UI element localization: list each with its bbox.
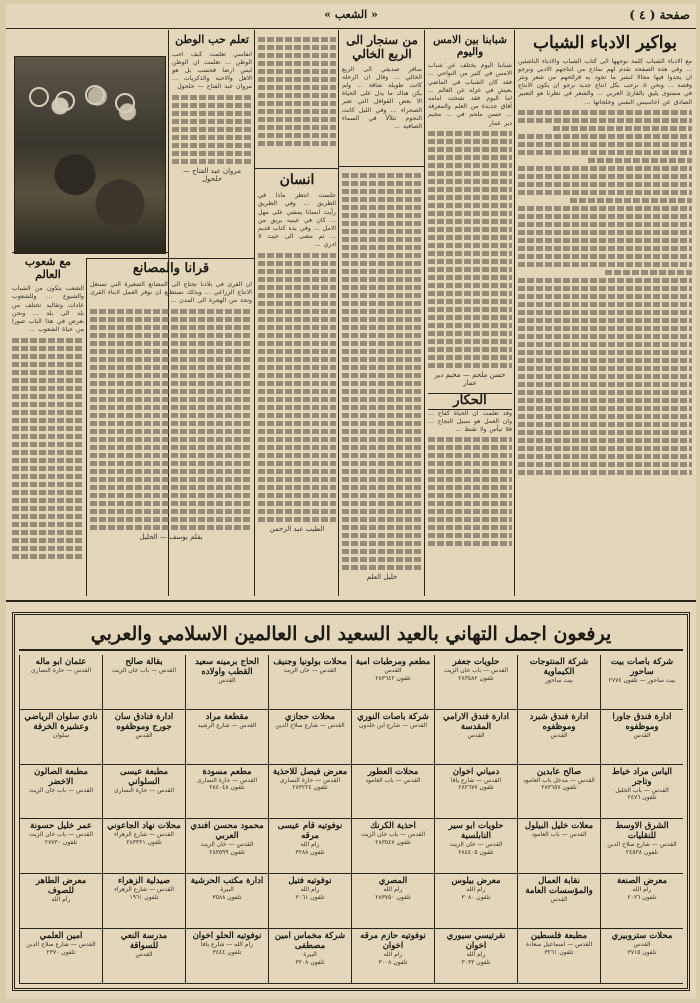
ad-name: معلات خليل البيلول	[524, 821, 594, 832]
ad-box	[268, 929, 351, 984]
ad-name: الحاج برمينه سعيد القطب واولاده	[195, 657, 259, 677]
ad-box	[351, 874, 434, 929]
ad-detail: القدس — باب العامود	[365, 776, 421, 784]
ad-name: المصري	[378, 876, 408, 887]
author-byline: حسن ملحم — مخيم دير عمار	[434, 370, 506, 387]
ad-detail: رام الله	[300, 886, 320, 894]
ad-box	[517, 819, 600, 874]
author-byline: بقلم يوسف — الخليل	[139, 532, 203, 541]
ad-detail: القدس — باب الخليل	[615, 786, 669, 794]
ad-detail: القدس — شارع صلاح الدين	[275, 721, 345, 729]
ad-box	[600, 819, 683, 874]
ad-box	[434, 819, 517, 874]
ad-detail: رام الله	[383, 951, 403, 959]
ad-detail: القدس — حارة النصارى	[113, 786, 175, 794]
article-youth	[518, 34, 692, 594]
cyclists-photo	[14, 56, 166, 254]
ad-phone: تلفون ٣٢٠٨	[295, 958, 325, 966]
ad-box	[185, 874, 268, 929]
ad-box	[268, 655, 351, 710]
article-rub-khali-side	[258, 34, 336, 164]
ad-box	[434, 765, 517, 820]
headline-love-homeland: تعلم حب الوطن	[175, 34, 249, 46]
ad-name: معرض بيلوس	[451, 876, 501, 887]
newspaper-page	[6, 4, 696, 999]
ad-box	[434, 655, 517, 710]
ad-detail: القدس	[135, 951, 153, 959]
article-body: جلست انتظر ماذا في الطريق ... وفي الطريق رأيت انسانا يمشي على مهل ... كان في عينيه بريق من الامل ... وفي يده كتاب قديم ... ثم مضى الى حيث لا ادري ...	[258, 192, 336, 249]
ad-box	[268, 765, 351, 820]
ad-box	[19, 710, 102, 765]
ad-detail: القدس — شارع ابن خلدون	[358, 721, 428, 729]
ad-phone: تلفون ٢٨٣٧٥٠	[375, 893, 411, 901]
ad-box	[600, 765, 683, 820]
ad-name: ادارة فندق الارامي المقدسة	[443, 711, 509, 732]
ad-phone: تلفون ٣٥٨٨	[212, 893, 242, 901]
ad-detail: القدس — خان الزيت	[283, 667, 337, 674]
headline-insan: انسان	[279, 172, 315, 188]
ad-name: شركة المنتوجات الكيماوية	[529, 657, 589, 677]
ad-phone: تلفون ٣٢٦١	[544, 948, 574, 956]
ad-detail: القدس — باب خان الزيت	[360, 831, 426, 839]
article-factories	[90, 262, 252, 594]
ad-phone: تلفون ٢٣٧٠	[46, 948, 76, 956]
ad-phone: تلفون ٣٤٤٤	[212, 948, 242, 956]
ad-phone: تلفون ٢٨٤٤٠٥	[458, 848, 494, 856]
ad-phone: تلفون ٣٠٦١	[295, 893, 325, 901]
ad-name: صيدلية الزهراء	[117, 876, 171, 887]
ad-detail: بيت ساحور — تلفون ٢٧٧٤	[608, 677, 676, 684]
ad-name: حلويات ابو سير النابلسية	[448, 821, 504, 842]
article-love-homeland	[172, 34, 252, 256]
ad-name: بقالة صالح	[125, 657, 163, 667]
ad-phone: تلفون ٣٠٣٣	[461, 958, 491, 966]
ad-name: حلويات جعفر	[452, 657, 500, 667]
ads-grid	[19, 655, 683, 984]
ad-name: محلات نهاد الجاعوني	[107, 821, 181, 832]
ad-phone: تلفون ٢٨٣٥٤٧	[375, 838, 411, 846]
ad-name: معرض الطاهر للصوف	[35, 876, 87, 897]
ad-name: مطبعة فلسطين	[530, 931, 588, 942]
holiday-greetings-ads	[12, 612, 690, 991]
ad-box	[102, 929, 185, 984]
column-rule	[514, 30, 515, 596]
ad-detail: رام الله	[383, 886, 403, 894]
ad-name: ادارة فنادق سان جورج وموظفوه	[114, 711, 174, 732]
ad-name: امين العلمي	[39, 931, 83, 942]
ad-detail: القدس — شارع صلاح الدين	[26, 941, 96, 949]
article-insan	[258, 172, 336, 594]
ad-box	[351, 819, 434, 874]
ad-box	[185, 710, 268, 765]
column-rule	[254, 30, 255, 596]
article-continued	[342, 170, 422, 594]
ad-phone: تلفون ٢٨٣٥٩٩	[209, 848, 245, 856]
box-rule	[254, 168, 338, 169]
ad-name: محلات بولونيا وجنيف	[273, 657, 347, 667]
ad-phone: تلفون ٢٧٧٣٠	[44, 838, 78, 846]
ad-detail: رام الله	[466, 951, 486, 959]
ad-name: نادي سلوان الرياضي وعشيرة الخرفة	[24, 711, 98, 732]
ad-detail: القدس — باب خان الزيت	[28, 831, 94, 839]
ad-name: معرض فيصل للاحذية	[272, 766, 348, 777]
ad-phone: تلفون ٣٠٨٠	[461, 893, 491, 901]
ad-detail: القدس — خان الزيت	[449, 841, 503, 849]
ad-box	[517, 765, 600, 820]
ad-detail: القدس — باب خان الزيت	[28, 786, 94, 794]
ad-detail: القدس	[135, 731, 153, 739]
ad-detail: القدس — باب خان الزيت	[111, 667, 177, 674]
ad-detail: القدس — باب العامود	[531, 831, 587, 839]
ad-box	[268, 819, 351, 874]
ad-box	[102, 765, 185, 820]
ad-detail: القدس — خان الزيت	[200, 841, 254, 849]
paper-name: « الشعب »	[324, 8, 378, 21]
ad-detail: القدس — حارة النصارى	[196, 776, 258, 784]
ad-name: محلات العطور	[367, 766, 419, 777]
headline-rub-khali: من سنجار الى الربع الخالي	[346, 34, 418, 61]
article-body: مع الادباء الشباب كلمة نوجهها الى كتاب الشباب والادباء الناشئين ... وفي هذه الصفحة نقدم لهم نماذج من انتاجهم الادبي ونرجو ان يجدوا فيها مجالا لنشر ما تجود به قرائحهم من شعر ونثر وقصة ... ونحن اذ نرحب بكل انتاج جديد نرجو ان يكون الانتاج في مستوى يليق بالقارئ العربي ... والشعر في نظرنا هو التعبير الصادق عن احاسيس النفس وخلجاتها ...	[518, 57, 692, 106]
column-rule	[338, 30, 339, 596]
ad-box	[19, 874, 102, 929]
ad-box	[19, 765, 102, 820]
article-body: شبابنا اليوم يختلف عن شباب الامس في كثير من النواحي ... فقد كان الشباب في الماضي يعيش في عزلة عن العالم ... اما اليوم فقد تفتحت امامه آفاق جديدة من العلم والمعرفة ... حسن ملحم في ... مخيم دير عمار	[428, 62, 512, 127]
ad-box	[351, 710, 434, 765]
ads-banner: يرفعون اجمل التهاني بالعيد السعيد الى العالمين الاسلامي والعربي	[19, 619, 683, 651]
ad-detail: القدس — حارة النصارى	[279, 776, 341, 784]
ad-detail: القدس — اسماعيل سعادة	[525, 941, 593, 949]
ad-name: عثمان ابو ماله	[35, 657, 87, 667]
author-byline: مروان عبد الفتاح — حلحول	[182, 166, 242, 183]
ad-box	[268, 874, 351, 929]
ad-name: ادارة فندق شبرد وموظفوه	[529, 711, 589, 732]
headline-factories: قرانا والمصانع	[132, 262, 210, 276]
ad-box	[434, 710, 517, 765]
ad-phone: تلفون ٢٤٥٣٨	[625, 848, 659, 856]
ad-box	[351, 765, 434, 820]
ad-phone: تلفون ٣٢٨٨	[295, 848, 325, 856]
ad-detail: القدس — مدخل باب العامود	[523, 776, 595, 784]
ad-name: مدرسة النعي للسواقة	[120, 931, 168, 952]
ad-phone: تلفون ٢٨٣٣٣١	[126, 838, 162, 846]
ad-phone: تلفون ٢٨٤٠٤٨	[209, 784, 245, 792]
ad-box	[600, 874, 683, 929]
article-peoples	[12, 256, 84, 594]
ad-name: مطعم ومرطبات امية	[355, 657, 431, 667]
ad-phone: تلفون ٢٠٢٦	[627, 893, 657, 901]
ad-name: محمود محسن افندي العربي	[190, 821, 264, 842]
ad-detail: القدس	[467, 731, 485, 739]
ad-name: مقطعة مراد	[205, 711, 249, 722]
ad-name: نقرتيسي سيوري اخوان	[446, 931, 506, 952]
ad-detail: البيرة	[303, 951, 317, 959]
ad-detail: رام الله	[51, 896, 71, 904]
ad-name: مطبعة الصالون الاخضر	[34, 766, 88, 787]
page-number: صفحة ( ٤ )	[629, 8, 690, 22]
ad-name: نقابة العمال والمؤسسات العامة	[525, 876, 593, 897]
column-rule	[424, 30, 425, 596]
box-rule	[338, 166, 424, 167]
ad-name: صالح عابدين	[536, 766, 582, 777]
ad-box	[600, 929, 683, 984]
ad-box	[600, 710, 683, 765]
ad-phone: تلفون ٢٨٣٥٨٢	[458, 674, 494, 682]
ad-box	[19, 655, 102, 710]
ad-name: نوفوتيه الحلو اخوان	[192, 931, 262, 942]
ad-detail: رام الله	[300, 841, 320, 849]
ad-phone: تلفون ٢٤٧٦	[627, 794, 657, 802]
ad-detail: القدس	[633, 941, 651, 949]
ad-phone: تلفون ٢٨٢٦٧٧	[458, 784, 494, 792]
author-byline: خليل العلم	[366, 573, 398, 581]
ad-box	[268, 710, 351, 765]
article-rub-khali-top	[342, 34, 422, 164]
box-rule	[86, 258, 254, 259]
ad-phone: تلفون ٢٨٣٢٢٤	[292, 784, 328, 792]
ad-box	[600, 655, 683, 710]
article-body: ان القرى في بلادنا تحتاج الى المصانع الصغيرة التي تستغل الانتاج الزراعي ... وبذلك نستطيع ان نوفر العمل لابناء القرى ونحد من الهجرة الى المدن ...	[90, 280, 252, 305]
ad-detail: رام الله — شارع يافا	[200, 941, 254, 949]
ad-detail: القدس — باب خان الزيت	[443, 667, 509, 674]
article-body: سافر صديقي الى الربع الخالي ... وقال ان الرحلة كانت طويلة شاقة ... ولم يكن هناك ما يدل على الحياة الا بعض القوافل التي تعبر الصحراء ... وفي الليل كانت النجوم تتلألأ في السماء الصافية ...	[342, 65, 422, 131]
article-shibabuna	[428, 34, 512, 594]
ad-detail: بيت ساحور	[545, 677, 573, 684]
ad-box	[102, 874, 185, 929]
headline-youth: بواكير الادباء الشباب	[533, 34, 677, 53]
ad-detail: القدس — شارع الرشيد	[197, 721, 257, 729]
ad-name: محلات حجازي	[284, 711, 336, 722]
ad-name: شركة مخماس امين مصطفى	[274, 931, 346, 952]
ad-name: الشرق الاوسط للنقليات	[615, 821, 669, 842]
masthead	[6, 4, 696, 29]
column-rule	[86, 258, 87, 596]
ad-name: احذية الكرنك	[370, 821, 416, 832]
ad-box	[185, 765, 268, 820]
ad-detail: القدس	[633, 731, 651, 739]
article-body: وقد تعلمت ان الحياة كفاح ... وان العمل هو سبيل النجاح ... فلا تيأس ولا تقنط ...	[428, 409, 512, 434]
ad-name: شركة باصات النوري	[357, 711, 429, 722]
ad-phone: تلفون ٢٨٣٦٤٢	[375, 674, 411, 682]
ad-detail: القدس	[384, 667, 402, 674]
ad-phone: تلفون ٢٨٣٦٥٧	[541, 784, 577, 792]
ad-name: معرض الصنعة	[616, 876, 668, 887]
ad-box	[102, 819, 185, 874]
ad-name: مطبعة عيسى السلواني	[119, 766, 168, 787]
headline-peoples: مع شعوب العالم	[24, 256, 72, 281]
ad-box	[517, 655, 600, 710]
ad-detail: القدس	[550, 896, 568, 904]
ad-box	[185, 929, 268, 984]
ad-detail: القدس — شارع صلاح الدين	[607, 841, 677, 849]
headline-shibabuna: شبابنا بين الامس واليوم	[433, 34, 507, 59]
headline-muhakkar: الحكار	[428, 393, 512, 410]
ad-box	[19, 929, 102, 984]
ad-name: نوفوتيه حازم مرقه اخوان	[360, 931, 426, 952]
ad-name: الياس مراد خياط وتاجر	[611, 766, 673, 787]
section-rule	[6, 600, 696, 602]
ad-detail: رام الله	[632, 886, 652, 894]
ad-name: نوفوتيه فتيل	[288, 876, 332, 887]
ad-box	[185, 819, 268, 874]
ad-phone: تلفون ٣٠٠٨	[378, 958, 408, 966]
ad-detail: القدس	[550, 731, 568, 739]
ad-phone: تلفون ١٩٦١	[129, 893, 159, 901]
ad-name: محلات ستروبيري	[611, 931, 673, 942]
ad-box	[351, 655, 434, 710]
ad-box	[102, 655, 185, 710]
ad-box	[185, 655, 268, 710]
ad-box	[434, 874, 517, 929]
ad-name: دمياني اخوان	[452, 766, 500, 777]
ad-name: ادارة مكتب الحرشية	[190, 876, 264, 887]
ad-box	[102, 710, 185, 765]
ad-box	[351, 929, 434, 984]
ad-detail: القدس — شارع الزهراء	[114, 831, 174, 839]
ad-box	[517, 929, 600, 984]
ad-detail: سلوان	[52, 731, 70, 739]
ad-detail: القدس	[218, 677, 236, 684]
ad-detail: رام الله	[466, 886, 486, 894]
ad-box	[517, 710, 600, 765]
ad-name: عمر خليل حسونة	[30, 821, 92, 832]
ad-detail: البيرة	[220, 886, 234, 894]
ad-name: شركة باصات بيت ساحور	[610, 657, 674, 677]
ad-detail: القدس — شارع الزهراء	[114, 886, 174, 894]
ad-phone: تلفون ٣٧١٥	[627, 948, 657, 956]
article-body: الشعب يتكون من الشباب والشيوخ ... وللشعوب عادات وتقاليد تختلف من بلد الى بلد ... ونحن نعرض في هذا الباب صورا من حياة الشعوب ...	[12, 285, 84, 334]
ad-detail: القدس — شارع يافا	[450, 776, 502, 784]
ad-name: مطعم مسودة	[202, 766, 252, 777]
ad-box	[19, 819, 102, 874]
ad-name: ادارة فندق جاورا وموظفوه	[612, 711, 672, 732]
ad-box	[517, 874, 600, 929]
author-byline: الطيب عبد الرحمن	[269, 524, 325, 533]
article-body: انفاسي تعلمت كيف احب الوطن ... تعلمت ان الوطن ليس ارضا فحسب بل هو الاهل والاحبة والذكريات ... مروان عبد الفتاح — حلحول	[172, 50, 252, 91]
ad-name: نوفوتيه قام عيسى مرقه	[277, 821, 343, 842]
ad-detail: القدس — حارة النصارى	[30, 667, 92, 674]
ad-box	[434, 929, 517, 984]
